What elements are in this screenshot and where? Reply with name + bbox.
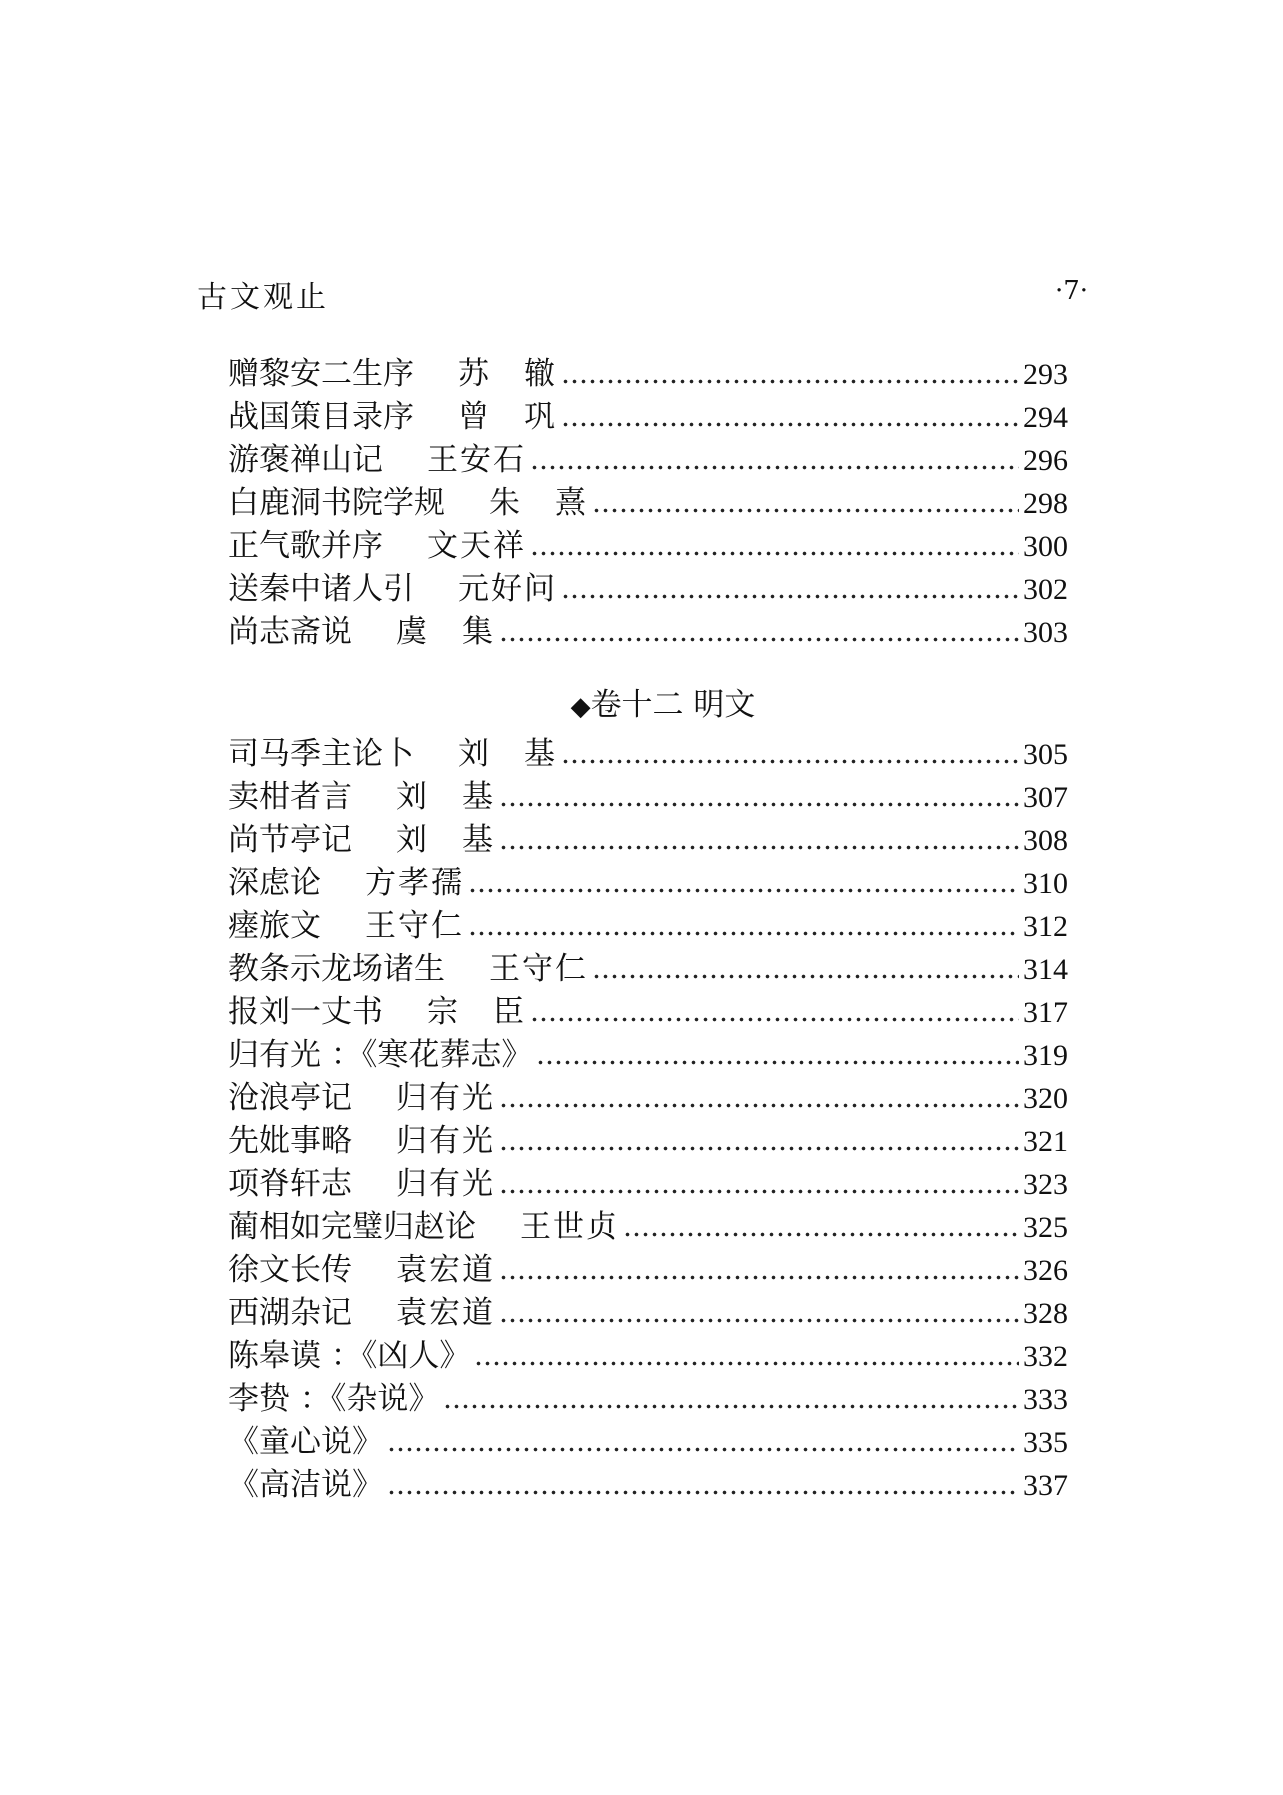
entry-page-number: 307 bbox=[1023, 781, 1068, 814]
entry-page-number: 314 bbox=[1023, 953, 1068, 986]
toc-entry[interactable] bbox=[228, 1163, 1068, 1206]
entry-page-number: 337 bbox=[1023, 1469, 1068, 1502]
toc-group-ming bbox=[228, 733, 1068, 1507]
entry-page-number: 310 bbox=[1023, 867, 1068, 900]
entry-author: 王守仁 bbox=[365, 908, 464, 944]
toc-entry[interactable] bbox=[228, 1120, 1068, 1163]
toc-entry[interactable] bbox=[228, 1206, 1068, 1249]
entry-title: 尚节亭记 bbox=[228, 822, 352, 858]
toc-entry[interactable] bbox=[228, 862, 1068, 905]
toc-entry[interactable] bbox=[228, 482, 1068, 525]
dot-leader bbox=[387, 1464, 1019, 1507]
section-label: 卷十二 明文 bbox=[590, 687, 756, 723]
entry-page-number: 319 bbox=[1023, 1039, 1068, 1072]
entry-author: 方孝孺 bbox=[365, 865, 464, 901]
diamond-icon: ◆ bbox=[570, 692, 591, 722]
entry-page-number: 325 bbox=[1023, 1211, 1068, 1244]
entry-title: 《高洁说》 bbox=[228, 1467, 383, 1503]
entry-author: 文天祥 bbox=[427, 528, 526, 564]
dot-leader bbox=[530, 991, 1019, 1034]
entry-page-number: 296 bbox=[1023, 444, 1068, 477]
entry-page-number: 298 bbox=[1023, 487, 1068, 520]
toc-entry[interactable] bbox=[228, 776, 1068, 819]
entry-title: 游褒禅山记 bbox=[228, 442, 383, 478]
dot-leader bbox=[536, 1034, 1019, 1077]
dot-leader bbox=[530, 439, 1019, 482]
toc-entry[interactable] bbox=[228, 948, 1068, 991]
entry-page-number: 321 bbox=[1023, 1125, 1068, 1158]
entry-author: 宗 臣 bbox=[427, 994, 526, 1030]
toc-entry[interactable] bbox=[228, 1421, 1068, 1464]
entry-author: 苏 辙 bbox=[458, 356, 557, 392]
dot-leader bbox=[474, 1335, 1019, 1378]
dot-leader bbox=[561, 353, 1019, 396]
dot-leader bbox=[530, 525, 1019, 568]
toc-entry[interactable] bbox=[228, 439, 1068, 482]
dot-leader bbox=[499, 1163, 1019, 1206]
dot-leader bbox=[561, 396, 1019, 439]
entry-author: 王世贞 bbox=[520, 1209, 619, 1245]
dot-leader bbox=[561, 733, 1019, 776]
table-of-contents bbox=[228, 353, 1068, 1507]
entry-title: 《童心说》 bbox=[228, 1424, 383, 1460]
dot-leader bbox=[387, 1421, 1019, 1464]
toc-entry[interactable] bbox=[228, 1378, 1068, 1421]
dot-leader bbox=[499, 1292, 1019, 1335]
toc-entry[interactable] bbox=[228, 568, 1068, 611]
page-number: ·7· bbox=[1055, 276, 1089, 306]
dot-leader bbox=[561, 568, 1019, 611]
entry-page-number: 300 bbox=[1023, 530, 1068, 563]
entry-title: 瘗旅文 bbox=[228, 908, 321, 944]
dot-leader bbox=[592, 482, 1019, 525]
entry-title: 先妣事略 bbox=[228, 1123, 352, 1159]
dot-leader bbox=[499, 776, 1019, 819]
dot-leader bbox=[499, 611, 1019, 654]
entry-author: 曾 巩 bbox=[458, 399, 557, 435]
entry-author: 归有光 bbox=[396, 1080, 495, 1116]
entry-page-number: 294 bbox=[1023, 401, 1068, 434]
entry-author: 虞 集 bbox=[396, 614, 495, 650]
entry-page-number: 303 bbox=[1023, 616, 1068, 649]
entry-page-number: 326 bbox=[1023, 1254, 1068, 1287]
toc-entry[interactable] bbox=[228, 819, 1068, 862]
entry-page-number: 320 bbox=[1023, 1082, 1068, 1115]
entry-page-number: 333 bbox=[1023, 1383, 1068, 1416]
entry-page-number: 323 bbox=[1023, 1168, 1068, 1201]
toc-entry[interactable] bbox=[228, 1077, 1068, 1120]
entry-author: 王安石 bbox=[427, 442, 526, 478]
entry-title: 陈皋谟 ：《凶人》 bbox=[228, 1338, 471, 1374]
book-title: 古文观止 bbox=[197, 280, 329, 315]
entry-title: 归有光 ：《寒花葬志》 bbox=[228, 1037, 533, 1073]
toc-entry[interactable] bbox=[228, 1034, 1068, 1077]
entry-title: 卖柑者言 bbox=[228, 779, 352, 815]
entry-title: 西湖杂记 bbox=[228, 1295, 352, 1331]
entry-page-number: 317 bbox=[1023, 996, 1068, 1029]
entry-page-number: 305 bbox=[1023, 738, 1068, 771]
toc-entry[interactable] bbox=[228, 1464, 1068, 1507]
entry-page-number: 335 bbox=[1023, 1426, 1068, 1459]
entry-title: 尚志斋说 bbox=[228, 614, 352, 650]
dot-leader bbox=[443, 1378, 1019, 1421]
toc-group-song-yuan bbox=[228, 353, 1068, 654]
dot-leader bbox=[468, 862, 1019, 905]
toc-entry[interactable] bbox=[228, 1292, 1068, 1335]
dot-leader bbox=[592, 948, 1019, 991]
entry-title: 白鹿洞书院学规 bbox=[228, 485, 445, 521]
entry-author: 刘 基 bbox=[396, 779, 495, 815]
entry-title: 李贽 ：《杂说》 bbox=[228, 1381, 440, 1417]
entry-title: 送秦中诸人引 bbox=[228, 571, 414, 607]
entry-author: 袁宏道 bbox=[396, 1252, 495, 1288]
entry-title: 项脊轩志 bbox=[228, 1166, 352, 1202]
toc-entry[interactable] bbox=[228, 525, 1068, 568]
entry-author: 归有光 bbox=[396, 1166, 495, 1202]
entry-page-number: 312 bbox=[1023, 910, 1068, 943]
entry-page-number: 308 bbox=[1023, 824, 1068, 857]
entry-page-number: 332 bbox=[1023, 1340, 1068, 1373]
entry-author: 袁宏道 bbox=[396, 1295, 495, 1331]
entry-title: 沧浪亭记 bbox=[228, 1080, 352, 1116]
entry-title: 正气歌并序 bbox=[228, 528, 383, 564]
entry-page-number: 302 bbox=[1023, 573, 1068, 606]
dot-leader bbox=[499, 1249, 1019, 1292]
entry-title: 深虑论 bbox=[228, 865, 321, 901]
toc-entry[interactable] bbox=[228, 611, 1068, 654]
toc-entry[interactable] bbox=[228, 1249, 1068, 1292]
entry-page-number: 328 bbox=[1023, 1297, 1068, 1330]
toc-entry[interactable] bbox=[228, 905, 1068, 948]
entry-title: 司马季主论卜 bbox=[228, 736, 414, 772]
entry-author: 刘 基 bbox=[396, 822, 495, 858]
entry-title: 蔺相如完璧归赵论 bbox=[228, 1209, 476, 1245]
entry-author: 朱 熹 bbox=[489, 485, 588, 521]
dot-leader bbox=[499, 1120, 1019, 1163]
entry-author: 归有光 bbox=[396, 1123, 495, 1159]
entry-page-number: 293 bbox=[1023, 358, 1068, 391]
toc-entry[interactable] bbox=[228, 733, 1068, 776]
toc-entry[interactable] bbox=[228, 396, 1068, 439]
entry-title: 教条示龙场诸生 bbox=[228, 951, 445, 987]
dot-leader bbox=[499, 1077, 1019, 1120]
entry-title: 报刘一丈书 bbox=[228, 994, 383, 1030]
entry-title: 徐文长传 bbox=[228, 1252, 352, 1288]
dot-leader bbox=[468, 905, 1019, 948]
entry-title: 赠黎安二生序 bbox=[228, 356, 414, 392]
entry-author: 王守仁 bbox=[489, 951, 588, 987]
toc-entry[interactable] bbox=[228, 991, 1068, 1034]
entry-author: 刘 基 bbox=[458, 736, 557, 772]
toc-entry[interactable] bbox=[228, 353, 1068, 396]
toc-entry[interactable] bbox=[228, 1335, 1068, 1378]
entry-title: 战国策目录序 bbox=[228, 399, 414, 435]
entry-author: 元好问 bbox=[458, 571, 557, 607]
dot-leader bbox=[623, 1206, 1019, 1249]
section-heading bbox=[228, 684, 1068, 727]
dot-leader bbox=[499, 819, 1019, 862]
